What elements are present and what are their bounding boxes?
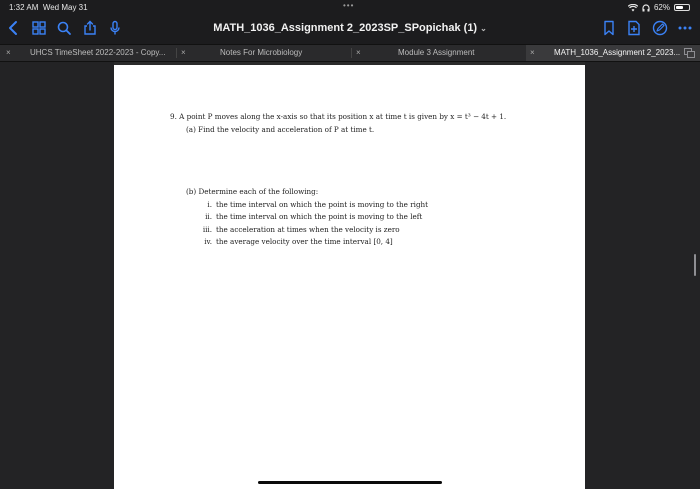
- tab-overview-icon[interactable]: [684, 48, 695, 58]
- sub-item-number: i.: [207, 199, 212, 209]
- sub-item-text: the average velocity over the time interval [0, 4]: [216, 237, 393, 246]
- battery-icon: [674, 4, 690, 11]
- tab-label: UHCS TimeSheet 2022-2023 - Copy...: [30, 48, 166, 57]
- bookmark-icon: [601, 20, 617, 36]
- sub-item-i: [198, 199, 570, 212]
- headphones-icon: [642, 4, 650, 12]
- tab-label: Module 3 Assignment: [398, 48, 475, 57]
- part-b: (b) Determine each of the following:: [186, 187, 319, 196]
- tab-bar: [0, 44, 700, 62]
- more-icon: [677, 20, 693, 36]
- markup-button[interactable]: [652, 20, 668, 36]
- more-button[interactable]: [677, 20, 693, 36]
- part-a: (a) Find the velocity and acceleration of P at time t.: [186, 124, 375, 134]
- close-icon[interactable]: ×: [6, 48, 11, 57]
- tab-label: MATH_1036_Assignment 2_2023...: [554, 48, 681, 57]
- sub-item-ii: [198, 211, 570, 224]
- sub-item-text: the time interval on which the point is moving to the right: [216, 199, 429, 209]
- sub-item-text: the time interval on which the point is moving to the left: [216, 212, 423, 221]
- toolbar: [0, 14, 700, 44]
- document-viewer[interactable]: [0, 62, 700, 489]
- tab-uhcs-timesheet[interactable]: [0, 45, 176, 61]
- sub-item-iii: [198, 224, 570, 237]
- status-date: Wed May 31: [42, 3, 88, 12]
- pdf-content: [170, 111, 570, 249]
- pencil-circle-icon: [652, 20, 668, 36]
- close-icon[interactable]: ×: [356, 48, 361, 57]
- scroll-indicator[interactable]: [694, 254, 696, 276]
- status-right: [628, 3, 690, 12]
- add-page-button[interactable]: [626, 20, 642, 36]
- answer-space: [170, 136, 570, 186]
- battery-level: [676, 6, 683, 9]
- wifi-icon: [628, 4, 638, 12]
- tab-math-1036-assignment[interactable]: [526, 45, 700, 61]
- question-9: 9. A point P moves along the x-axis so that its position x at time t is given by x = t³ − 4t + 1.: [170, 112, 507, 121]
- status-time: 1:32 AM: [9, 3, 39, 12]
- document-title[interactable]: [0, 22, 700, 34]
- sub-item-number: ii.: [205, 212, 212, 221]
- close-icon[interactable]: ×: [530, 48, 535, 57]
- status-time-date: [9, 3, 88, 12]
- close-icon[interactable]: ×: [181, 48, 186, 57]
- bookmark-button[interactable]: [601, 20, 617, 36]
- sub-item-text: the acceleration at times when the velocity is zero: [216, 224, 400, 234]
- sub-item-number: iii.: [202, 224, 212, 234]
- chevron-down-icon: ⌄: [480, 24, 487, 33]
- home-indicator[interactable]: [258, 481, 442, 484]
- battery-percent: 62%: [653, 3, 670, 12]
- add-page-icon: [626, 20, 642, 36]
- document-title-text: MATH_1036_Assignment 2_2023SP_SPopichak (1): [213, 22, 478, 34]
- tab-label: Notes For Microbiology: [220, 48, 303, 57]
- pdf-page[interactable]: [114, 62, 585, 489]
- status-bar: [0, 0, 700, 14]
- sub-item-iv: [198, 236, 570, 249]
- tab-module-3-assignment[interactable]: [352, 45, 526, 61]
- tab-notes-microbiology[interactable]: [177, 45, 351, 61]
- sub-item-number: iv.: [204, 237, 212, 246]
- multitasking-dots[interactable]: •••: [343, 1, 355, 10]
